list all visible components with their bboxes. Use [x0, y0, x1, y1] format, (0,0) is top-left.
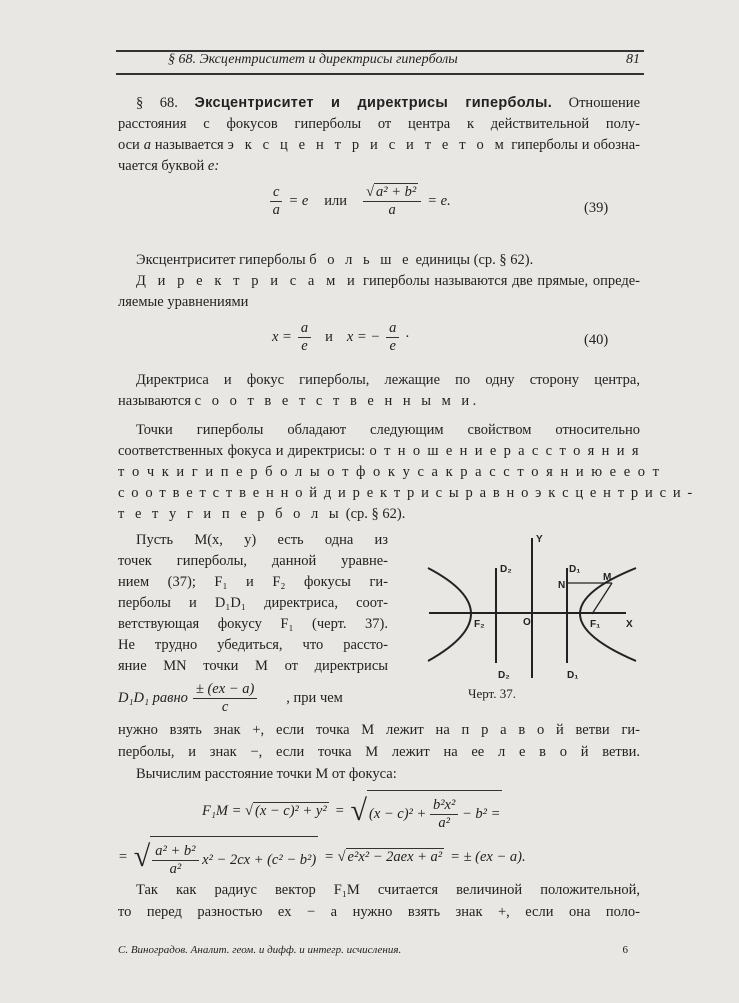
equation-number: (39) — [584, 200, 609, 216]
text: или — [324, 193, 348, 209]
label-m: M — [603, 572, 612, 583]
text: = — [118, 848, 128, 865]
section-number: § 68. — [136, 95, 178, 111]
text: называются — [118, 393, 192, 409]
label-d2-bottom: D₂ — [498, 670, 510, 681]
para-line: нием (37); F₁ и F₂ фокусы ги- — [118, 574, 388, 590]
page-footer — [118, 944, 640, 956]
num: a — [386, 320, 399, 338]
fraction — [430, 797, 458, 832]
para-line: яние MN точки M от директрисы — [118, 658, 388, 674]
equation-40 — [272, 320, 409, 355]
den: c — [221, 698, 229, 715]
para-line: точек гиперболы, данной уравне- — [118, 553, 388, 569]
left-branch — [428, 568, 471, 661]
text: единицы (ср. § 62). — [415, 252, 534, 268]
text: оси — [118, 137, 140, 153]
text: x = — [272, 329, 292, 345]
text: = e — [288, 193, 309, 209]
var: e: — [207, 158, 220, 174]
para-line: ляемые уравнениями — [118, 294, 249, 310]
text: − b² = — [461, 805, 501, 822]
para-line — [118, 441, 640, 461]
num: a — [298, 320, 311, 338]
radical-sign: √ — [350, 794, 367, 827]
den: a — [272, 202, 280, 218]
text: Отношение — [568, 95, 640, 111]
fraction — [363, 184, 421, 219]
num: c — [270, 184, 282, 202]
var: a — [143, 137, 151, 153]
para-line: перболы, и знак −, если точка M лежит на ее л е в о й ветви. — [118, 744, 640, 760]
label-d2-top: D₂ — [500, 564, 512, 575]
radicand: e²x² − 2aex + a² — [347, 849, 443, 865]
den: e — [389, 338, 396, 354]
para-line: расстояния c фокусов гиперболы от центра к действительной полу- — [118, 116, 640, 132]
para-line — [118, 93, 640, 113]
text: = ± (ex − a). — [450, 848, 526, 865]
para-line: Так как радиус вектор F₁M считается величиной положительной, — [136, 882, 640, 898]
para-line: с о о т в е т с т в е н н о й д и р е к т р и с ы р а в н о э к с ц е н т р и с и - — [118, 485, 694, 501]
header-rule-bottom — [116, 73, 644, 75]
label-n: N — [558, 580, 566, 591]
running-title: § 68. Эксцентриситет и директрисы гиперболы — [168, 52, 458, 67]
hyperbola-figure — [404, 528, 644, 683]
spaced-term: о т н о ш е н и е р а с с т о я н и я — [369, 443, 641, 459]
spaced-term: б о л ь ш е — [309, 252, 412, 268]
para-line: Не трудно убедиться, что рассто- — [118, 637, 388, 653]
den: a² — [438, 815, 450, 831]
equation-number: (40) — [584, 332, 609, 348]
text: (ср. § 62). — [345, 506, 406, 522]
fraction — [152, 843, 198, 878]
label-y: Y — [536, 534, 543, 545]
text: называется — [154, 137, 224, 153]
label-o: O — [523, 617, 531, 628]
radicand: a² + b² — [376, 184, 417, 200]
text: x = − — [346, 329, 381, 345]
para-line: перболы и D₁D₁ директриса, соот- — [118, 595, 388, 611]
text: · — [405, 329, 410, 345]
para-line: Директриса и фокус гиперболы, лежащие по одну сторону центра, — [136, 372, 640, 388]
figure-caption: Черт. 37. — [468, 686, 517, 701]
radicand — [150, 836, 318, 878]
segment-f1m — [592, 583, 612, 614]
fraction — [193, 681, 257, 716]
num: b²x² — [430, 797, 458, 815]
radicand — [367, 790, 502, 832]
text: = e. — [427, 193, 451, 209]
equation-39 — [270, 184, 451, 219]
text: F₁M = √ — [202, 802, 253, 819]
spaced-term: Д и р е к т р и с а м и — [136, 273, 359, 289]
text: = √ — [324, 848, 346, 865]
para-line: Точки гиперболы обладают следующим свойством относительно — [136, 422, 640, 438]
label-d1-top: D₁ — [569, 564, 581, 575]
text: D₁D₁ равно — [118, 689, 188, 706]
text: и — [325, 329, 333, 345]
spaced-term: э к с ц е н т р и с и т е т о м — [227, 137, 508, 153]
para-line — [118, 504, 640, 524]
text: x² − 2cx + (c² − b²) — [202, 851, 317, 868]
text: гиперболы и обозна- — [511, 137, 641, 153]
num: ± (ex − a) — [193, 681, 257, 699]
para-line: т о ч к и г и п е р б о л ы о т ф о к у с а к р а с с т о я н и ю е е о т — [118, 464, 662, 480]
signature-mark: 6 — [622, 944, 628, 956]
text: гиперболы называются две прямые, опреде- — [363, 273, 640, 289]
text: соответственных фокуса и директрисы: — [118, 443, 366, 459]
label-f1: F₁ — [590, 619, 601, 630]
para-line — [118, 271, 640, 291]
fraction — [270, 184, 282, 219]
footer-text: С. Виноградов. Аналит. геом. и дифф. и интегр. исчисления. — [118, 944, 402, 956]
den: e — [301, 338, 308, 354]
label-x: X — [626, 619, 633, 630]
spaced-term: т е т у г и п е р б о л ы — [118, 506, 343, 522]
spaced-term: с о о т в е т с т в е н н ы м и. — [194, 393, 480, 409]
text: чается буквой — [118, 158, 205, 174]
label-f2: F₂ — [474, 619, 485, 630]
para-line — [118, 135, 640, 155]
para-line: нужно взять знак +, если точка M лежит на п р а в о й ветви ги- — [118, 722, 640, 738]
para-line: то перед разностью ex − a нужно взять знак +, если она поло- — [118, 904, 640, 920]
radical-sign: √ — [133, 840, 151, 873]
para-line: Пусть M(x, y) есть одна из — [136, 532, 388, 548]
den: a² — [169, 861, 182, 877]
fraction — [298, 320, 311, 355]
page-number: 81 — [626, 52, 640, 67]
label-d1-bottom: D₁ — [567, 670, 579, 681]
para-line — [118, 156, 640, 176]
text: Эксцентриситет гиперболы — [136, 252, 306, 268]
para-line: Вычислим расстояние точки M от фокуса: — [136, 766, 397, 782]
para-line — [118, 391, 640, 411]
text: = — [334, 802, 345, 819]
den: a — [388, 202, 396, 218]
fraction — [386, 320, 399, 355]
para-line: ветствующая фокусу F₁ (черт. 37). — [118, 616, 388, 632]
para-line — [118, 250, 640, 270]
num: √ a² + b² — [363, 184, 421, 202]
radicand: (x − c)² + y² — [254, 803, 327, 819]
para-line — [118, 679, 388, 717]
num: a² + b² — [152, 843, 198, 861]
equation-f1m-cont — [118, 836, 526, 878]
section-heading: Эксцентриситет и директрисы гиперболы. — [194, 95, 553, 111]
text: (x − c)² + — [368, 805, 427, 822]
equation-f1m — [202, 790, 502, 832]
text: , при чем — [286, 689, 343, 706]
